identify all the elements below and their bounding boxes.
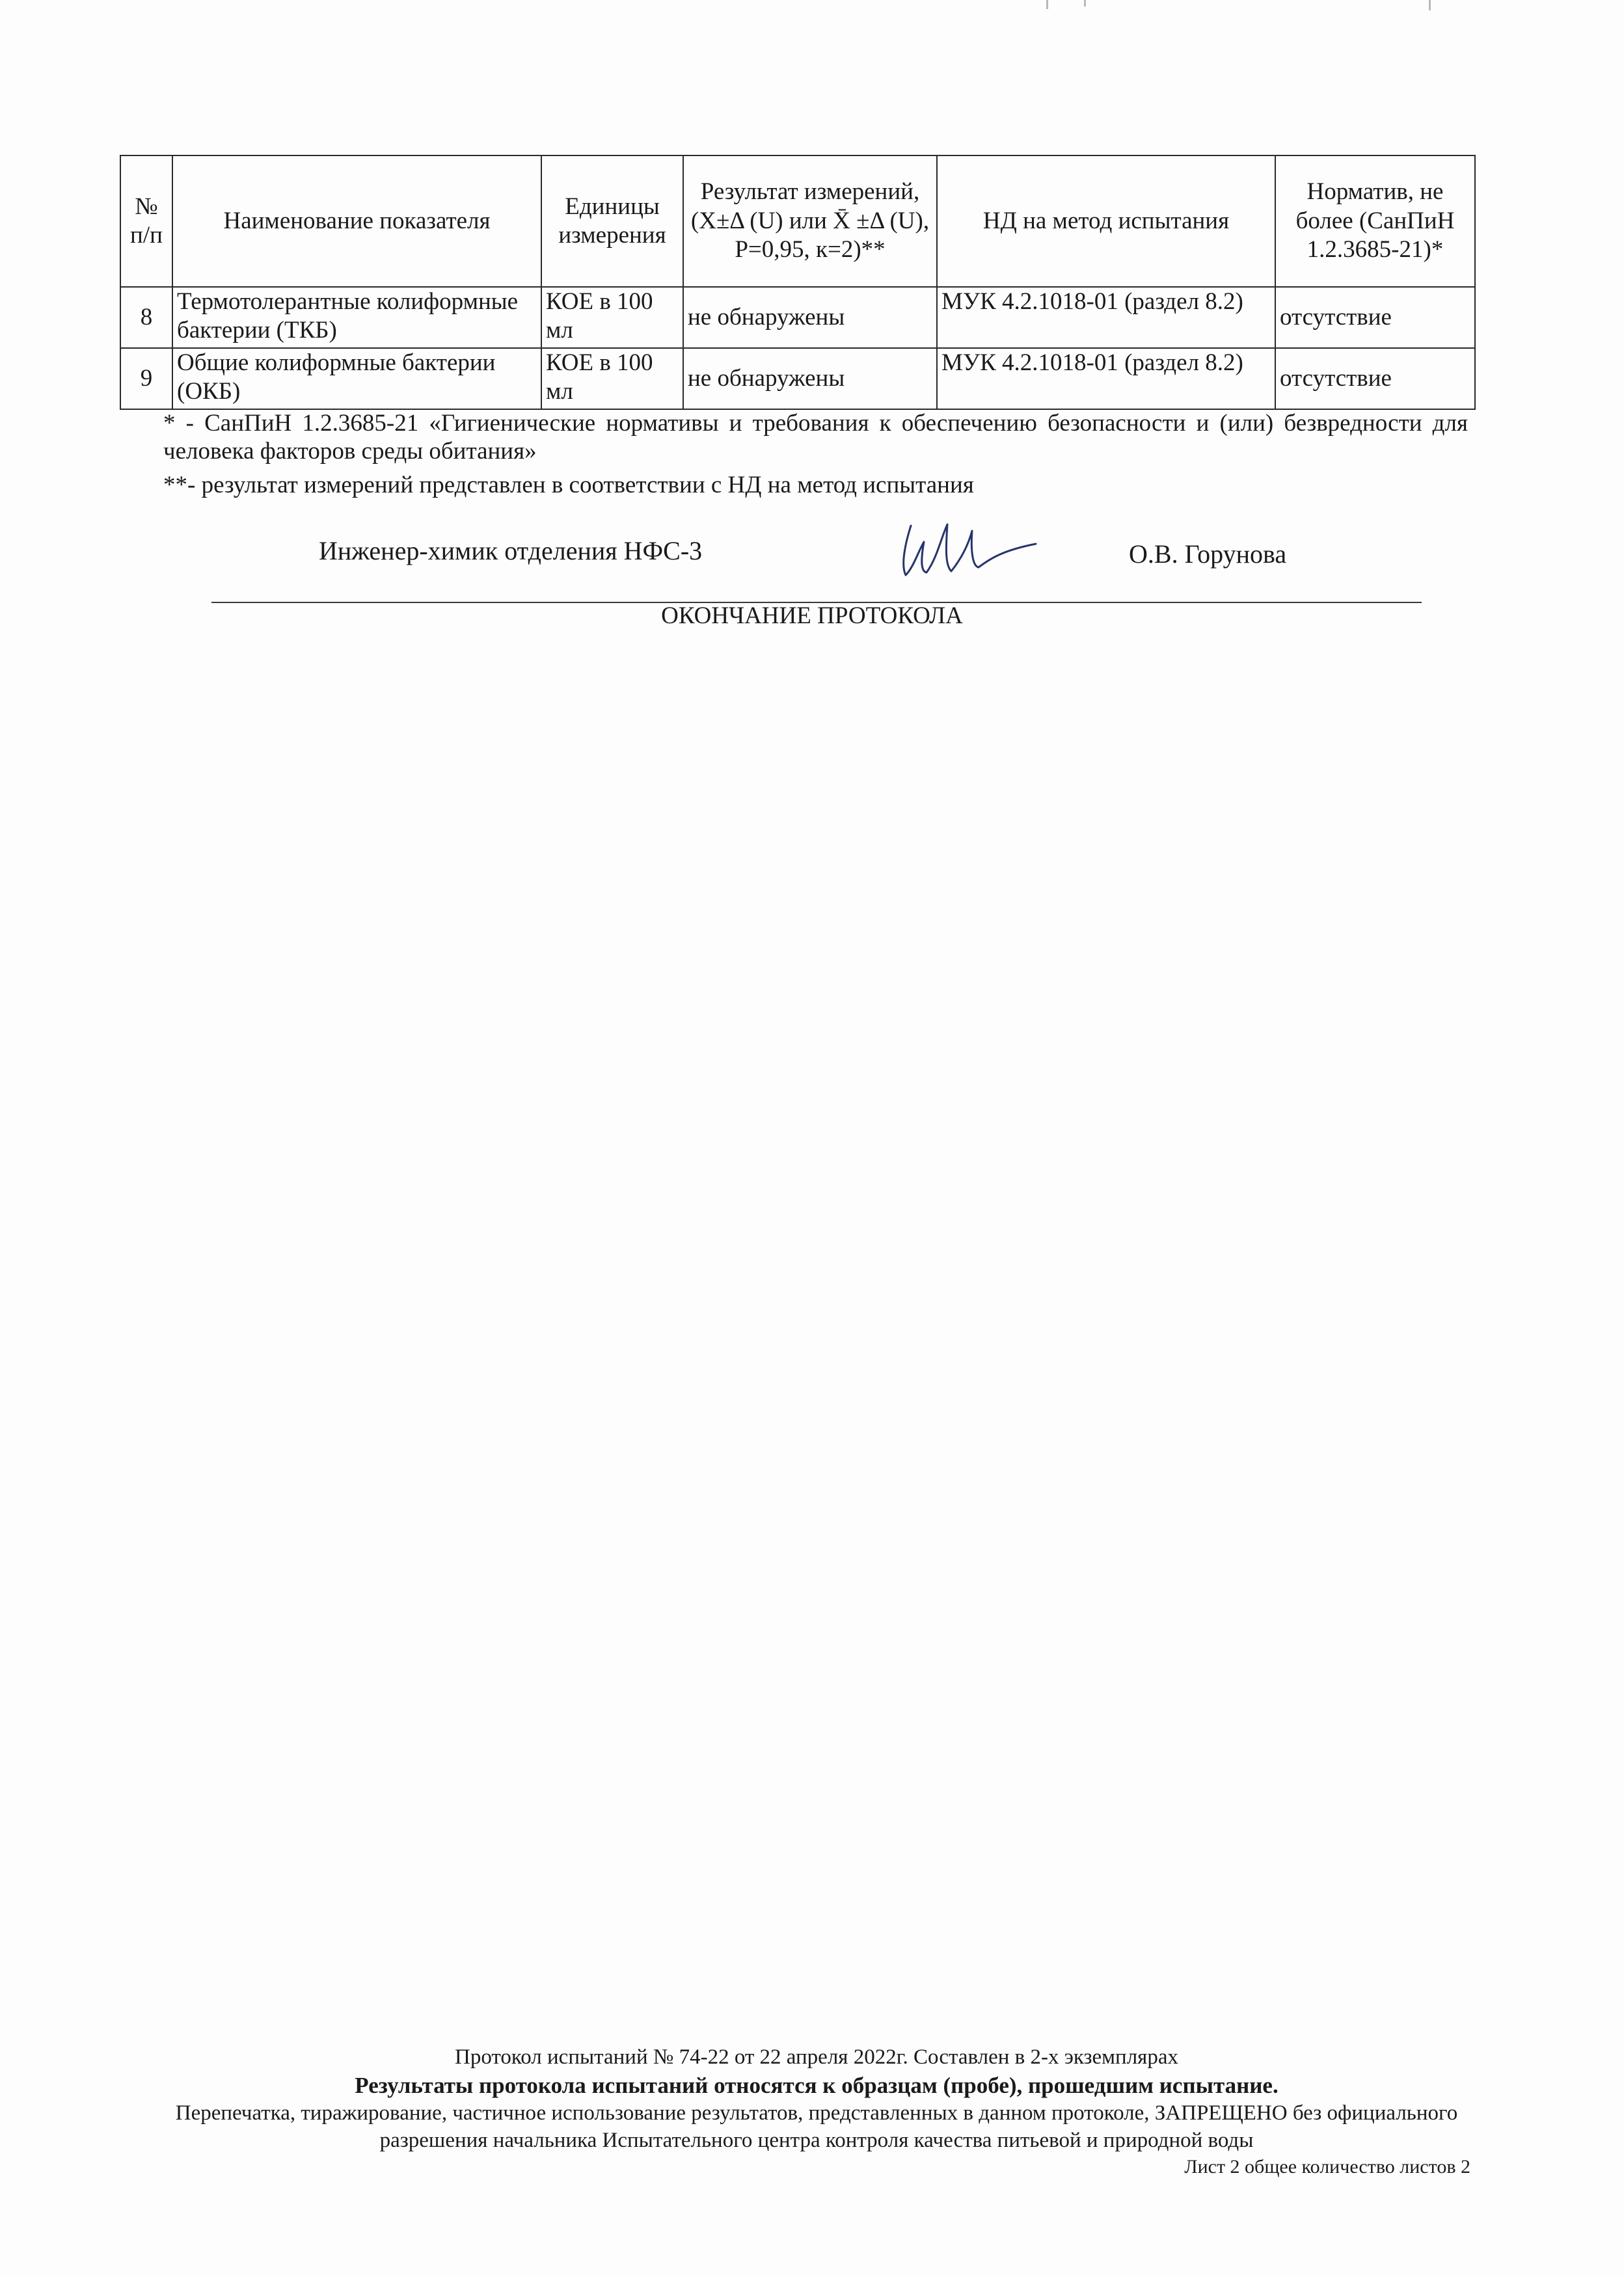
row-method: МУК 4.2.1018-01 (раздел 8.2) <box>937 348 1275 409</box>
row-num: 9 <box>120 348 172 409</box>
signer-name: О.В. Горунова <box>1129 539 1287 569</box>
signature-image <box>891 513 1041 584</box>
row-method: МУК 4.2.1018-01 (раздел 8.2) <box>937 287 1275 348</box>
table-row <box>120 287 1475 348</box>
scan-mark-top-2 <box>1084 0 1086 7</box>
row-result: не обнаружены <box>683 287 937 348</box>
header-norm: Норматив, не более (СанПиН 1.2.3685-21)* <box>1275 155 1475 287</box>
row-norm: отсутствие <box>1275 287 1475 348</box>
footer-sheet-count: Лист 2 общее количество листов 2 <box>1184 2156 1470 2178</box>
results-table <box>120 155 1476 410</box>
row-name: Термотолерантные колиформные бактерии (ТКБ) <box>172 287 541 348</box>
footnotes <box>163 410 1468 500</box>
end-of-protocol-label: ОКОНЧАНИЕ ПРОТОКОЛА <box>661 602 963 629</box>
scan-mark-top-1 <box>1046 0 1048 9</box>
table-row <box>120 348 1475 409</box>
header-name: Наименование показателя <box>172 155 541 287</box>
row-name: Общие колиформные бактерии (ОКБ) <box>172 348 541 409</box>
row-unit: КОЕ в 100 мл <box>541 287 683 348</box>
signer-role: Инженер-химик отделения НФС-3 <box>319 536 703 565</box>
header-unit: Единицы измерения <box>541 155 683 287</box>
footer-notice: Результаты протокола испытаний относятся к образцам (пробе), прошедшим испытание. <box>355 2072 1279 2098</box>
header-method: НД на метод испытания <box>937 155 1275 287</box>
scan-mark-top-3 <box>1429 0 1431 10</box>
footnote-result: **- результат измерений представлен в соответствии с НД на метод испытания <box>163 472 974 499</box>
footer-protocol: Протокол испытаний № 74-22 от 22 апреля 2022г. Составлен в 2-х экземплярах <box>454 2045 1179 2069</box>
row-norm: отсутствие <box>1275 348 1475 409</box>
footer-copyright: Перепечатка, тиражирование, частичное использование результатов, представленных в данном протоколе, ЗАПРЕЩЕНО без официального разрешения начальника Испытательного центра контроля качества питьевой и природной воды <box>175 2101 1458 2153</box>
row-num: 8 <box>120 287 172 348</box>
table-header-row <box>120 155 1475 287</box>
footnote-sanpin: * - СанПиН 1.2.3685-21 «Гигиенические нормативы и требования к обеспечению безопасности и (или) безвредности для человека факторов среды обитания» <box>163 410 1468 465</box>
page-footer <box>163 2044 1470 2179</box>
row-result: не обнаружены <box>683 348 937 409</box>
header-result: Результат измерений, (X±Δ (U) или X̄ ±Δ (U), P=0,95, к=2)** <box>683 155 937 287</box>
row-unit: КОЕ в 100 мл <box>541 348 683 409</box>
header-num: № п/п <box>120 155 172 287</box>
